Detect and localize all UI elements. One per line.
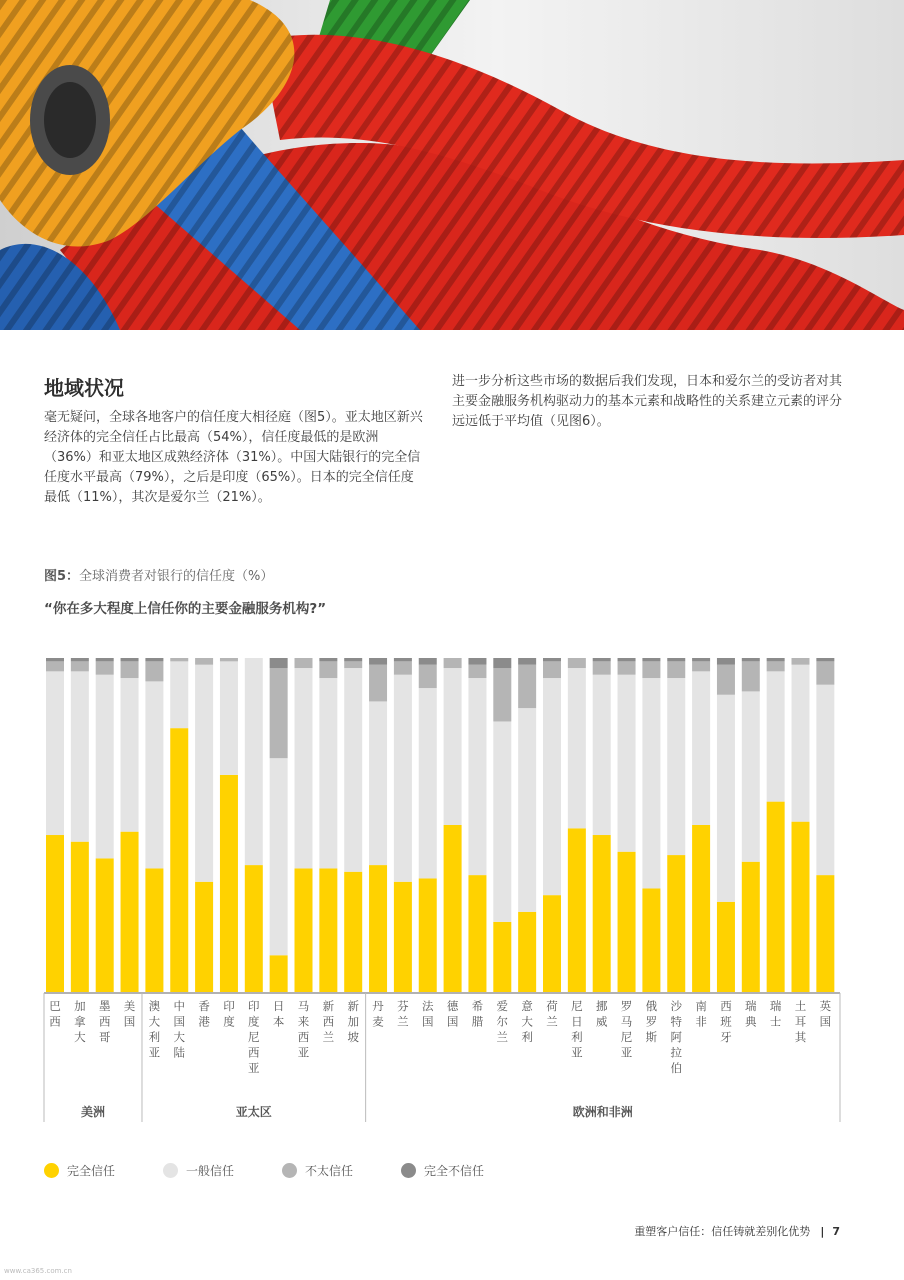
bar-segment	[742, 691, 760, 861]
x-tick-label: 巴西	[49, 999, 61, 1029]
bar-segment	[816, 661, 834, 684]
x-tick-label: 丹麦	[372, 999, 384, 1029]
x-tick-label: 瑞典	[745, 999, 757, 1029]
bar-segment	[568, 658, 586, 668]
bar-segment	[145, 661, 163, 681]
bar-segment	[518, 665, 536, 708]
page-footer	[634, 1223, 840, 1239]
bar-segment	[170, 728, 188, 992]
bar-segment	[96, 858, 114, 992]
x-tick-label: 墨西哥	[98, 999, 111, 1044]
x-tick-label: 挪威	[595, 999, 608, 1029]
bar-segment	[593, 835, 611, 992]
bar-segment	[468, 658, 486, 665]
bar-segment	[71, 671, 89, 841]
chart-legend	[44, 1160, 532, 1180]
legend-swatch-icon	[282, 1163, 297, 1178]
bar-segment	[568, 828, 586, 992]
bar-segment	[493, 922, 511, 992]
bar-segment	[816, 685, 834, 875]
bar-segment	[667, 855, 685, 992]
legend-item-no-trust	[401, 1162, 484, 1179]
x-tick-label: 荷兰	[546, 999, 558, 1029]
x-tick-label: 西班牙	[720, 999, 732, 1044]
legend-swatch-icon	[44, 1163, 59, 1178]
bar-segment	[394, 675, 412, 882]
bar-segment	[121, 658, 139, 661]
bar-segment	[220, 658, 238, 661]
bar-segment	[468, 678, 486, 875]
group-label: 亚太区	[235, 1105, 272, 1119]
bar-segment	[543, 895, 561, 992]
bar-segment	[642, 888, 660, 992]
bar-segment	[742, 862, 760, 992]
bar-segment	[96, 658, 114, 661]
bar-segment	[245, 658, 263, 865]
x-tick-label: 中国大陆	[173, 999, 185, 1060]
bar-segment	[767, 671, 785, 801]
bar-segment	[145, 868, 163, 992]
bar-segment	[816, 658, 834, 661]
bar-segment	[742, 661, 760, 691]
bar-segment	[518, 658, 536, 665]
x-tick-label: 英国	[819, 999, 832, 1029]
bar-segment	[493, 721, 511, 921]
bar-segment	[369, 658, 387, 665]
bar-segment	[369, 701, 387, 865]
figure-caption	[44, 565, 273, 584]
bar-segment	[319, 868, 337, 992]
bar-segment	[667, 661, 685, 678]
bar-segment	[46, 661, 64, 671]
x-tick-label: 日本	[272, 999, 285, 1029]
stacked-bar-chart	[0, 640, 904, 1130]
bar-segment	[319, 661, 337, 678]
bar-segment	[792, 658, 810, 665]
page-number: 7	[832, 1224, 840, 1238]
bar-segment	[195, 882, 213, 992]
bar-segment	[121, 661, 139, 678]
figure-label: 图5：	[44, 569, 80, 584]
bar-segment	[344, 661, 362, 668]
bar-segment	[792, 665, 810, 822]
bar-segment	[71, 842, 89, 992]
x-tick-label: 美国	[123, 999, 136, 1029]
bar-segment	[71, 658, 89, 661]
bar-segment	[369, 665, 387, 702]
bar-segment	[195, 665, 213, 882]
legend-label: 完全信任	[67, 1163, 116, 1178]
bar-segment	[618, 675, 636, 852]
bar-segment	[170, 658, 188, 661]
group-label: 美洲	[80, 1105, 105, 1119]
bar-segment	[692, 825, 710, 992]
bar-segment	[642, 661, 660, 678]
legend-swatch-icon	[401, 1163, 416, 1178]
bar-segment	[419, 658, 437, 665]
bar-segment	[270, 668, 288, 758]
x-tick-label: 马来西亚	[297, 999, 310, 1060]
bar-segment	[344, 658, 362, 661]
bar-segment	[145, 681, 163, 868]
bar-segment	[618, 658, 636, 661]
body-paragraph-right: 进一步分析这些市场的数据后我们发现，日本和爱尔兰的受访者对其主要金融服务机构驱动力的基本元素和战略性的关系建立元素的评分远远低于平均值（见图6）。	[452, 374, 843, 429]
bar-segment	[667, 678, 685, 855]
bar-segment	[220, 775, 238, 992]
bar-segment	[394, 658, 412, 661]
bar-segment	[618, 661, 636, 674]
bar-segment	[71, 661, 89, 671]
x-tick-label: 俄罗斯	[645, 999, 658, 1044]
bar-segment	[767, 661, 785, 671]
bar-segment	[593, 661, 611, 674]
bar-segment	[96, 661, 114, 674]
x-tick-label: 加拿大	[74, 999, 86, 1044]
bar-segment	[394, 882, 412, 992]
x-tick-label: 罗马尼亚	[620, 999, 633, 1060]
bar-segment	[419, 878, 437, 992]
bar-segment	[692, 661, 710, 671]
bar-segment	[493, 658, 511, 668]
bar-segment	[543, 678, 561, 895]
bar-segment	[319, 678, 337, 868]
bar-segment	[792, 822, 810, 992]
bar-segment	[270, 658, 288, 668]
bar-segment	[717, 658, 735, 665]
legend-item-low-trust	[282, 1162, 353, 1179]
bar-segment	[642, 678, 660, 888]
legend-item-general-trust	[163, 1162, 234, 1179]
bar-segment	[444, 658, 462, 668]
bar-segment	[145, 658, 163, 661]
bar-segment	[295, 868, 313, 992]
x-tick-label: 德国	[446, 999, 459, 1029]
bar-segment	[369, 865, 387, 992]
figure-question: “你在多大程度上信任你的主要金融服务机构?”	[44, 601, 327, 617]
x-tick-label: 印度	[223, 999, 235, 1029]
bar-segment	[46, 671, 64, 835]
bar-segment	[717, 665, 735, 695]
bar-segment	[344, 668, 362, 872]
bar-segment	[96, 675, 114, 859]
bar-segment	[344, 872, 362, 992]
bar-segment	[717, 902, 735, 992]
x-tick-label: 法国	[422, 999, 434, 1029]
bar-segment	[394, 661, 412, 674]
legend-item-complete-trust	[44, 1162, 115, 1179]
x-tick-label: 意大利	[521, 999, 533, 1044]
bar-segment	[121, 832, 139, 992]
bar-segment	[245, 865, 263, 992]
body-paragraph-left: 毫无疑问，全球各地客户的信任度大相径庭（图5）。亚太地区新兴经济体的完全信任占比最高（54%），信任度最低的是欧洲（36%）和亚太地区成熟经济体（31%）。中国大陆银行的完全信任度水平最高（79%），之后是印度（65%）。日本的完全信任度最低（11%），其次是爱尔兰（21%）。	[44, 410, 423, 505]
x-tick-label: 尼日利亚	[571, 999, 583, 1060]
x-tick-label: 芬兰	[397, 999, 409, 1029]
bar-segment	[295, 668, 313, 868]
bar-segment	[121, 678, 139, 832]
bar-segment	[444, 825, 462, 992]
bar-segment	[518, 912, 536, 992]
footer-title: 重塑客户信任：信任铸就差别化优势	[634, 1225, 811, 1238]
bar-segment	[642, 658, 660, 661]
bar-segment	[468, 665, 486, 678]
footer-separator: |	[820, 1224, 825, 1238]
bar-segment	[319, 658, 337, 661]
group-label: 欧洲和非洲	[572, 1105, 633, 1119]
legend-label: 完全不信任	[424, 1163, 485, 1178]
x-tick-label: 新加坡	[347, 999, 359, 1044]
bar-segment	[419, 688, 437, 878]
x-tick-label: 沙特阿拉伯	[670, 999, 682, 1075]
bar-segment	[816, 875, 834, 992]
bar-segment	[593, 658, 611, 661]
section-heading: 地域状况	[44, 376, 124, 400]
legend-label: 一般信任	[186, 1163, 235, 1178]
x-tick-label: 印度尼西亚	[248, 999, 260, 1075]
bar-segment	[767, 802, 785, 992]
bar-segment	[767, 658, 785, 661]
x-tick-label: 南非	[695, 999, 707, 1029]
bar-segment	[543, 661, 561, 678]
bar-segment	[46, 658, 64, 661]
legend-swatch-icon	[163, 1163, 178, 1178]
bar-segment	[195, 658, 213, 665]
x-tick-label: 澳大利亚	[148, 999, 161, 1060]
bar-segment	[717, 695, 735, 902]
x-tick-label: 香港	[198, 999, 210, 1029]
legend-label: 不太信任	[305, 1163, 354, 1178]
bar-segment	[593, 675, 611, 835]
bar-segment	[170, 661, 188, 728]
hero-image-ropes	[0, 0, 904, 330]
bar-segment	[468, 875, 486, 992]
bar-segment	[618, 852, 636, 992]
bar-segment	[543, 658, 561, 661]
bar-segment	[692, 658, 710, 661]
x-tick-label: 瑞士	[769, 999, 782, 1029]
bar-segment	[46, 835, 64, 992]
figure-title: 全球消费者对银行的信任度（%）	[79, 569, 274, 584]
bar-segment	[220, 661, 238, 775]
bar-segment	[419, 665, 437, 688]
bar-segment	[568, 668, 586, 828]
bar-segment	[493, 668, 511, 721]
watermark: www.ca365.com.cn	[4, 1267, 72, 1275]
bar-segment	[518, 708, 536, 912]
x-tick-label: 土耳其	[794, 999, 807, 1044]
x-tick-label: 新西兰	[322, 999, 335, 1044]
bar-segment	[444, 668, 462, 825]
bar-segment	[270, 758, 288, 955]
bar-segment	[742, 658, 760, 661]
bar-segment	[667, 658, 685, 661]
x-tick-label: 希腊	[471, 999, 484, 1029]
bar-segment	[692, 671, 710, 825]
bar-segment	[295, 658, 313, 668]
bar-segment	[270, 955, 288, 992]
x-tick-label: 爱尔兰	[496, 999, 509, 1044]
